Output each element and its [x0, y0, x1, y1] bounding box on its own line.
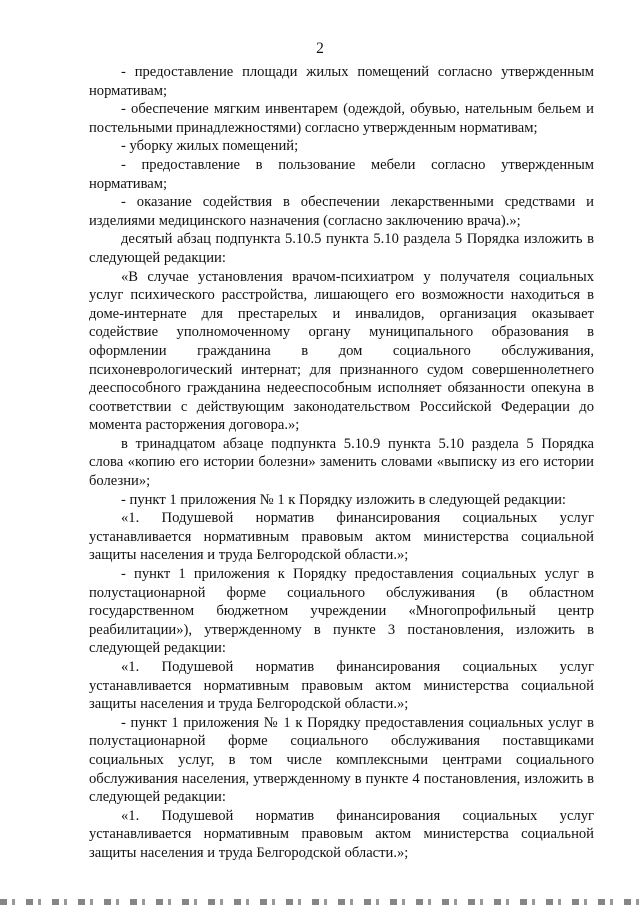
scan-edge-artifact	[0, 899, 640, 905]
quoted-paragraph: «1. Подушевой норматив финансирования социальных услуг устанавливается нормативным правовым актом министерства социальной защиты населения и труда Белгородской области.»;	[89, 510, 594, 564]
document-body	[89, 63, 594, 863]
paragraph: - пункт 1 приложения № 1 к Порядку предоставления социальных услуг в полустационарной форме социального обслуживания поставщиками социальных услуг, в том числе комплексными центрами социального обслуживания населения, утвержденному в пункте 4 постановления, изложить в следующей редакции:	[89, 714, 594, 806]
quoted-paragraph: «В случае установления врачом-психиатром у получателя социальных услуг психического расстройства, лишающего его возможности находиться в доме-интернате для престарелых и инвалидов, организация оказывает содействие уполномоченному органу муниципального образования в оформлении гражданина в дом социального обслуживания, психоневрологический интернат; для признанного судом совершеннолетнего дееспособного гражданина недееспособным исполняет обязанности опекуна в соответствии с действующим законодательством Российской Федерации до момента расторжения договора.»;	[89, 268, 594, 434]
paragraph: - пункт 1 приложения к Порядку предоставления социальных услуг в полустационарной форме социального обслуживания (в областном государственном бюджетном учреждении «Многопрофильный центр реабилитации»), утвержденному в пункте 3 постановления, изложить в следующей редакции:	[89, 566, 594, 657]
paragraph: - уборку жилых помещений;	[121, 138, 299, 155]
paragraph: - оказание содействия в обеспечении лекарственными средствами и изделиями медицинского назначения (согласно заключению врача).»;	[89, 194, 594, 229]
paragraph: - предоставление площади жилых помещений согласно утвержденным нормативам;	[89, 64, 594, 99]
paragraph: в тринадцатом абзаце подпункта 5.10.9 пункта 5.10 раздела 5 Порядка слова «копию его истории болезни» заменить словами «выписку из его истории болезни»;	[89, 435, 594, 490]
paragraph: - пункт 1 приложения № 1 к Порядку изложить в следующей редакции:	[121, 491, 566, 508]
quoted-paragraph: «1. Подушевой норматив финансирования социальных услуг устанавливается нормативным правовым актом министерства социальной защиты населения и труда Белгородской области.»;	[89, 659, 594, 713]
paragraph: десятый абзац подпункта 5.10.5 пункта 5.10 раздела 5 Порядка изложить в следующей редакции:	[89, 231, 594, 266]
quoted-paragraph: «1. Подушевой норматив финансирования социальных услуг устанавливается нормативным правовым актом министерства социальной защиты населения и труда Белгородской области.»;	[89, 807, 594, 861]
page-number: 2	[316, 40, 324, 57]
paragraph: - обеспечение мягким инвентарем (одеждой, обувью, нательным бельем и постельными принадлежностями) согласно утвержденным нормативам;	[89, 101, 594, 136]
paragraph: - предоставление в пользование мебели согласно утвержденным нормативам;	[89, 156, 594, 192]
